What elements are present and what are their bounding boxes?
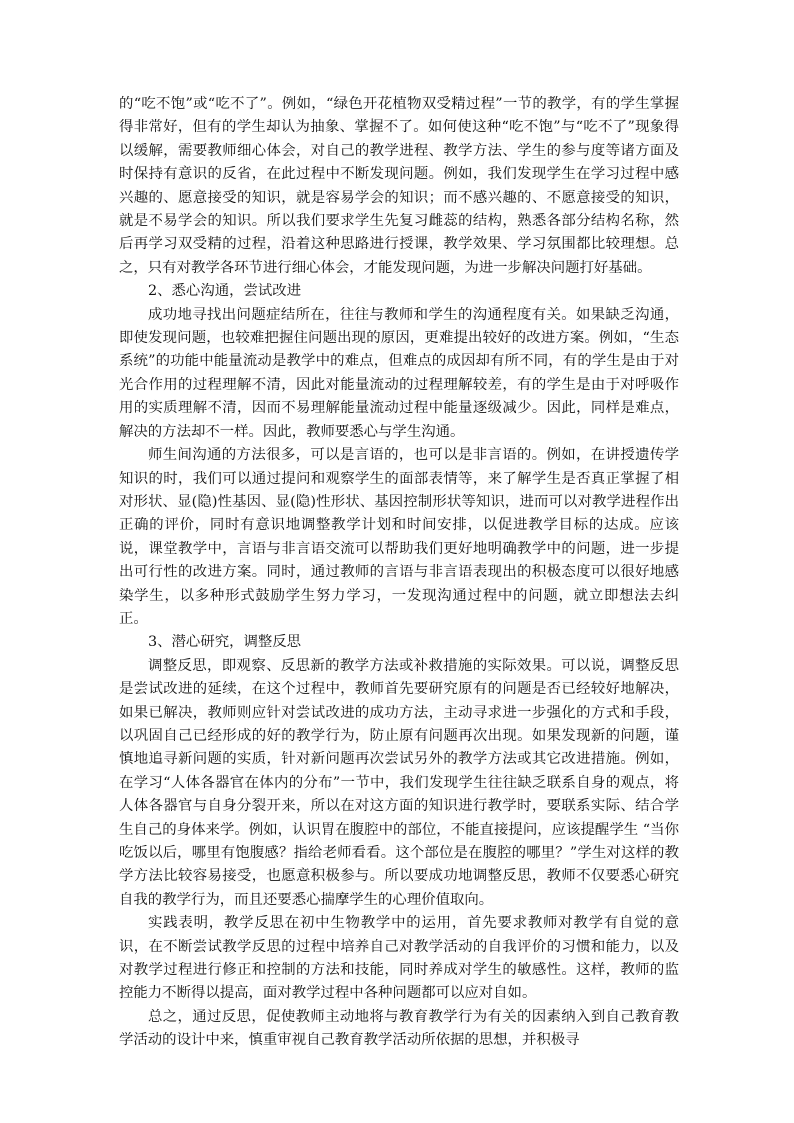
paragraph-5: 实践表明，教学反思在初中生物教学中的运用，首先要求教师对教学有自觉的意识，在不断尝试教学反思的过程中培养自己对教学活动的自我评价的习惯和能力，以及对教学过程进行修正和控制的方法和技能，同时养成对学生的敏感性。这样，教师的监控能力不断得以提高，面对教学过程中各种问题都可以应对自如。	[119, 915, 679, 1002]
paragraph-3: 师生间沟通的方法很多，可以是言语的，也可以是非言语的。例如，在讲授遗传学知识的时，我们可以通过提问和观察学生的面部表情等，来了解学生是否真正掌握了相对形状、显(隐)性基因、显(隐)性形状、基因控制形状等知识，进而可以对教学进程作出正确的评价，同时有意识地调整教学计划和时间安排，以促进教学目标的达成。应该说，课堂教学中，言语与非言语交流可以帮助我们更好地明确教学中的问题，进一步提出可行性的改进方案。同时，通过教师的言语与非言语表现出的积极态度可以很好地感染学生，以多种形式鼓励学生努力学习，一发现沟通过程中的问题，就立即想法去纠正。	[119, 447, 679, 627]
paragraph-2: 成功地寻找出问题症结所在，往往与教师和学生的沟通程度有关。如果缺乏沟通，即使发现问题，也较难把握住问题出现的原因，更难提出较好的改进方案。例如，“生态系统”的功能中能量流动是教学中的难点，但难点的成因却有所不同，有的学生是由于对光合作用的过程理解不清，因此对能量流动的过程理解较差，有的学生是由于对呼吸作用的实质理解不清，因而不易理解能量流动过程中能量逐级减少。因此，同样是难点，解决的方法却不一样。因此，教师要悉心与学生沟通。	[119, 306, 679, 440]
section-heading-3: 3、潜心研究，调整反思	[148, 634, 302, 651]
paragraph-6: 总之，通过反思，促使教师主动地将与教育教学行为有关的因素纳入到自己教育教学活动的设计中来，慎重审视自己教育教学活动所依据的思想，并积极寻	[119, 1008, 679, 1049]
section-heading-2: 2、悉心沟通，尝试改进	[148, 283, 302, 300]
paragraph-1: 的“吃不饱”或“吃不了”。例如，“绿色开花植物双受精过程”一节的教学，有的学生掌握得非常好，但有的学生却认为抽象、掌握不了。如何使这种“吃不饱”与“吃不了”现象得以缓解，需要教师细心体会，对自己的教学进程、教学方法、学生的参与度等诸方面及时保持有意识的反省，在此过程中不断发现问题。例如，我们发现学生在学习过程中感兴趣的、愿意接受的知识，就是容易学会的知识；而不感兴趣的、不愿意接受的知识，就是不易学会的知识。所以我们要求学生先复习雌蕊的结构，熟悉各部分结构名称，然后再学习双受精的过程，沿着这种思路进行授课，教学效果、学习氛围都比较理想。总之，只有对教学各环节进行细心体会，才能发现问题，为进一步解决问题打好基础。	[119, 96, 679, 276]
paragraph-4: 调整反思，即观察、反思新的教学方法或补救措施的实际效果。可以说，调整反思是尝试改进的延续，在这个过程中，教师首先要研究原有的问题是否已经较好地解决，如果已解决，教师则应针对尝试改进的成功方法，主动寻求进一步强化的方式和手段，以巩固自己已经形成的好的教学行为，防止原有问题再次出现。如果发现新的问题，谨慎地追寻新问题的实质，针对新问题再次尝试另外的教学方法或其它改进措施。例如，在学习“人体各器官在体内的分布”一节中，我们发现学生往往缺乏联系自身的观点，将人体各器官与自身分裂开来，所以在对这方面的知识进行教学时，要联系实际、结合学生自己的身体来学。例如，认识胃在腹腔中的部位，不能直接提问，应该提醒学生 “当你吃饭以后，哪里有饱腹感？指给老师看看。这个部位是在腹腔的哪里？”学生对这样的教学方法比较容易接受，也愿意积极参与。所以要成功地调整反思，教师不仅要悉心研究自我的教学行为，而且还要悉心揣摩学生的心理价值取向。	[119, 657, 679, 908]
document-page	[119, 93, 679, 1053]
